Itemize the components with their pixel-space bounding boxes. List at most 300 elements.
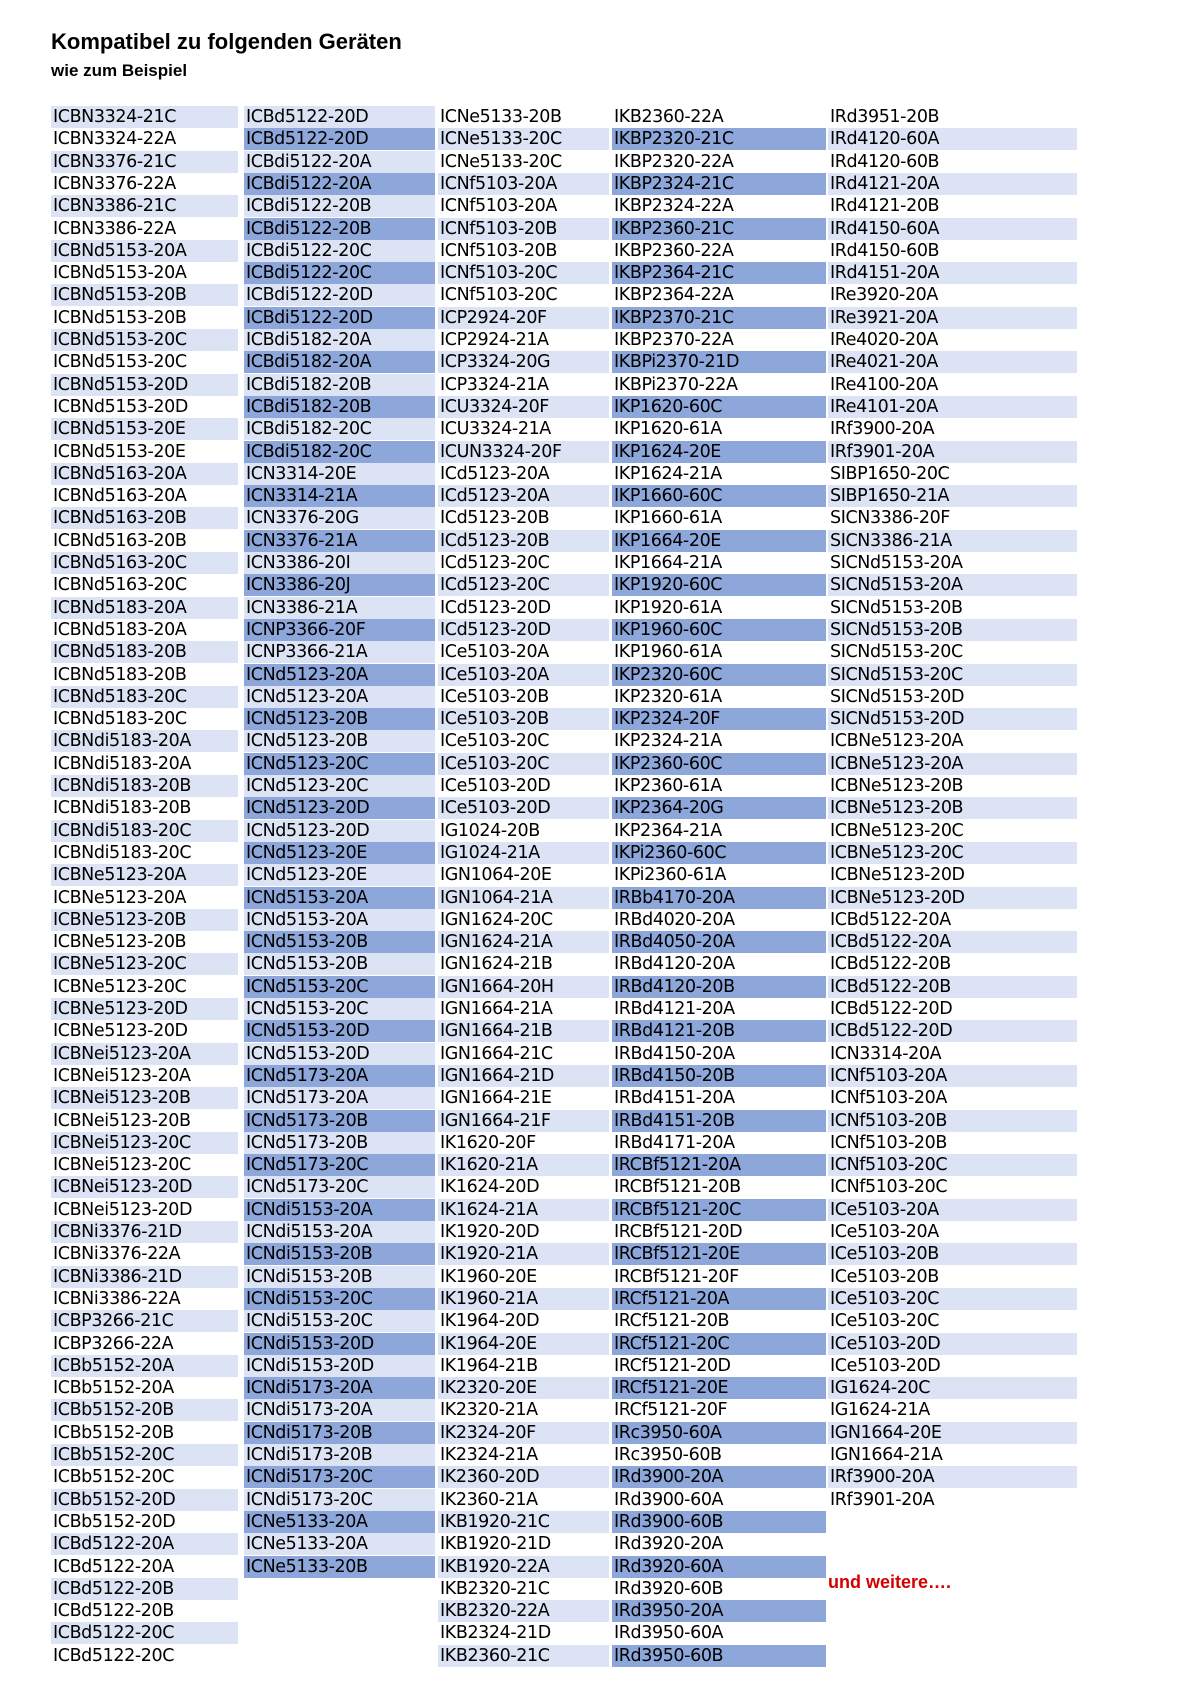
- model-number: ICBb5152-20D: [51, 1489, 238, 1511]
- model-number: ICBNe5123-20C: [53, 976, 187, 997]
- model-number: ICe5103-20B: [830, 1266, 939, 1287]
- model-number: IKPi2360-60C: [612, 842, 826, 864]
- model-number: ICBdi5182-20C: [244, 418, 435, 440]
- model-number: ICBNe5123-20A: [51, 864, 238, 886]
- model-number: ICBNdi5183-20B: [51, 775, 238, 797]
- model-number: ICNd5123-20D: [244, 797, 435, 819]
- model-number: ICBNei5123-20A: [53, 1065, 191, 1086]
- model-number: ICNd5153-20B: [244, 953, 435, 975]
- model-number: IK1624-20D: [440, 1177, 540, 1198]
- model-number: ICNf5103-20A: [438, 173, 609, 195]
- model-number: IK1964-20E: [438, 1333, 609, 1355]
- model-number: IRCBf5121-20E: [612, 1243, 826, 1265]
- model-number: ICd5123-20D: [438, 619, 609, 641]
- model-number: ICe5103-20A: [830, 1222, 939, 1242]
- model-number: ICBP3266-22A: [53, 1333, 174, 1354]
- model-number: ICBd5122-20A: [828, 931, 1077, 953]
- model-number: ICN3314-20A: [830, 1043, 942, 1064]
- model-number: ICNdi5153-20B: [244, 1266, 435, 1288]
- model-number: IRBd4151-20A: [614, 1088, 735, 1109]
- model-number: IRd3951-20B: [830, 107, 940, 127]
- model-number: ICe5103-20C: [828, 1288, 1077, 1310]
- model-number: ICNd5123-20E: [244, 842, 435, 864]
- model-number: IKBP2320-22A: [614, 151, 734, 172]
- model-number: ICBNe5123-20A: [830, 731, 964, 752]
- model-number: ICe5103-20B: [440, 686, 549, 707]
- model-number: ICd5123-20B: [438, 530, 609, 552]
- model-number: ICNdi5173-20B: [244, 1422, 435, 1444]
- model-number: ICNd5153-20C: [244, 998, 435, 1020]
- model-number: ICBNd5183-20B: [53, 664, 187, 685]
- model-number: ICBNd5153-20B: [53, 307, 187, 328]
- model-number: ICP2924-21A: [440, 330, 549, 350]
- model-number: IRe3920-20A: [830, 285, 938, 306]
- model-number: ICNf5103-20C: [828, 1154, 1077, 1176]
- model-number: IKB2360-21C: [438, 1645, 609, 1667]
- model-number: ICd5123-20C: [440, 553, 550, 573]
- model-number: IRBd4171-20A: [614, 1132, 735, 1153]
- model-number: ICNd5153-20A: [244, 909, 435, 931]
- model-number: ICN3386-20I: [244, 552, 435, 574]
- model-number: ICBNi3376-21D: [51, 1221, 238, 1243]
- model-number: ICBNd5153-20D: [51, 374, 238, 396]
- model-number: ICNe5133-20A: [244, 1511, 435, 1533]
- model-number: ICBNd5163-20C: [53, 575, 187, 596]
- model-column-5: [828, 106, 1077, 1666]
- model-number: ICBN3376-22A: [53, 173, 176, 194]
- model-number: IKP1624-20E: [612, 441, 826, 463]
- model-number: ICNd5123-20C: [244, 753, 435, 775]
- model-number: ICe5103-20D: [830, 1355, 941, 1376]
- model-number: IK1964-20D: [440, 1311, 540, 1332]
- model-number: ICNf5103-20C: [830, 1177, 948, 1198]
- model-number: IRCBf5121-20D: [614, 1222, 743, 1242]
- model-number: ICe5103-20A: [438, 664, 609, 686]
- model-number: ICBdi5182-20B: [244, 396, 435, 418]
- model-number: IKP1660-60C: [612, 485, 826, 507]
- model-number: ICBNi3386-21D: [51, 1266, 238, 1288]
- model-number: IRCBf5121-20B: [614, 1177, 741, 1198]
- model-number: ICBN3376-21C: [51, 151, 238, 173]
- model-number: ICe5103-20C: [440, 731, 550, 752]
- model-number: IKBPi2370-22A: [614, 374, 738, 395]
- model-number: ICNe5133-20C: [438, 128, 609, 150]
- model-number: ICNf5103-20C: [438, 262, 609, 284]
- model-number: IRBd4150-20A: [614, 1043, 735, 1064]
- model-number: IRd3920-60A: [612, 1556, 826, 1578]
- model-number: ICBb5152-20B: [51, 1399, 238, 1421]
- model-number: IGN1664-21B: [438, 1020, 609, 1042]
- model-number: IK2360-21A: [440, 1489, 538, 1510]
- model-number: ICUN3324-20F: [438, 441, 609, 463]
- model-number: ICBdi5122-20D: [244, 307, 435, 329]
- model-number: IG1624-20C: [828, 1377, 1077, 1399]
- model-number: ICNdi5173-20A: [244, 1377, 435, 1399]
- model-number: ICBdi5182-20A: [244, 329, 435, 351]
- model-number: ICNd5123-20C: [244, 775, 435, 797]
- model-number: ICBNd5163-20B: [51, 507, 238, 529]
- model-number: ICBdi5182-20C: [244, 441, 435, 463]
- model-number: IKP1660-61A: [614, 508, 722, 529]
- page-subtitle: wie zum Beispiel: [51, 61, 188, 80]
- model-number: ICU3324-20F: [438, 396, 609, 418]
- model-number: IKP2364-21A: [614, 820, 722, 841]
- model-number: ICNd5153-20A: [244, 887, 435, 909]
- model-number: ICBNe5123-20A: [53, 887, 187, 908]
- model-number: ICNd5173-20A: [244, 1065, 435, 1087]
- model-number: ICBNd5183-20A: [53, 619, 187, 640]
- model-number: ICBdi5122-20C: [244, 262, 435, 284]
- model-number: ICBNd5153-20D: [53, 396, 188, 417]
- model-number: SICNd5153-20A: [828, 574, 1077, 596]
- model-number: IRf3901-20A: [830, 1489, 935, 1510]
- model-number: IRd3920-20A: [614, 1534, 724, 1555]
- model-number: IRd3900-20A: [612, 1466, 826, 1488]
- model-number: ICNd5173-20A: [244, 1087, 435, 1109]
- model-number: IKBP2324-21C: [612, 173, 826, 195]
- model-number: IKBP2360-21C: [612, 218, 826, 240]
- model-number: ICBNe5123-20C: [830, 820, 964, 841]
- model-number: IKP2320-60C: [612, 664, 826, 686]
- model-number: ICBd5122-20A: [830, 909, 951, 930]
- model-number: IRCf5121-20C: [612, 1333, 826, 1355]
- model-number: IKP2324-20F: [612, 708, 826, 730]
- model-number: ICNd5123-20E: [244, 864, 435, 886]
- model-number: IG1024-20B: [440, 820, 540, 841]
- model-number: ICe5103-20A: [828, 1199, 1077, 1221]
- model-number: ICNf5103-20A: [828, 1065, 1077, 1087]
- model-number: ICBNi3386-22A: [53, 1288, 181, 1309]
- model-number: IKBP2364-22A: [614, 285, 734, 306]
- model-number: ICBdi5122-20C: [244, 240, 435, 262]
- model-number: IK2324-20F: [438, 1422, 609, 1444]
- model-number: ICd5123-20B: [440, 508, 550, 529]
- model-number: ICBNd5153-20B: [51, 284, 238, 306]
- model-number: IKB2320-21C: [440, 1578, 550, 1599]
- model-number: IRBd4151-20B: [612, 1110, 826, 1132]
- model-number: ICBNe5123-20D: [53, 1021, 188, 1042]
- model-number: ICNdi5153-20A: [244, 1199, 435, 1221]
- model-number: ICNdi5153-20A: [244, 1221, 435, 1243]
- model-number: ICe5103-20D: [440, 776, 551, 796]
- model-number: IRd4150-60B: [830, 240, 940, 261]
- model-number: IRd3920-60B: [614, 1578, 724, 1599]
- model-number: ICBd5122-20C: [53, 1645, 175, 1666]
- model-number: ICBdi5182-20A: [244, 351, 435, 373]
- model-number: ICBNd5163-20A: [51, 463, 238, 485]
- model-column-4: [612, 106, 826, 1666]
- model-number: IRd3900-60B: [612, 1511, 826, 1533]
- model-number: IK1620-20F: [440, 1132, 536, 1153]
- model-number: ICNf5103-20A: [830, 1088, 947, 1109]
- model-number: IK2324-21A: [440, 1445, 538, 1465]
- model-number: IK1920-21A: [438, 1243, 609, 1265]
- model-number: ICd5123-20D: [440, 597, 551, 618]
- model-number: ICBN3324-22A: [53, 129, 176, 150]
- model-number: ICBdi5122-20A: [244, 173, 435, 195]
- model-number: ICBd5122-20B: [830, 954, 951, 975]
- model-number: IGN1664-20H: [438, 976, 609, 998]
- model-number: IGN1624-21A: [438, 931, 609, 953]
- model-number: IRCf5121-20D: [614, 1355, 731, 1376]
- model-number: ICNdi5173-20B: [244, 1444, 435, 1466]
- model-number: ICBdi5122-20B: [244, 195, 435, 217]
- model-number: IK2320-21A: [440, 1400, 538, 1421]
- model-number: IGN1064-20E: [440, 865, 552, 886]
- model-number: IKBPi2370-21D: [612, 351, 826, 373]
- model-number: IRCBf5121-20F: [614, 1266, 739, 1287]
- model-number: ICBd5122-20D: [828, 1020, 1077, 1042]
- model-number: ICNf5103-20B: [438, 218, 609, 240]
- model-number: ICBdi5122-20D: [244, 284, 435, 306]
- model-number: IGN1664-21A: [440, 999, 553, 1019]
- model-number: SICNd5153-20C: [830, 642, 963, 663]
- model-number: IRBd4020-20A: [614, 909, 735, 930]
- model-number: ICBd5122-20D: [244, 128, 435, 150]
- model-number: SICN3386-20F: [830, 508, 950, 529]
- model-number: ICBP3266-21C: [51, 1310, 238, 1332]
- model-number: IGN1064-21A: [438, 887, 609, 909]
- model-number: IRd4121-20A: [828, 173, 1077, 195]
- model-number: ICBN3324-21C: [51, 106, 238, 128]
- model-number: SICNd5153-20B: [830, 597, 963, 618]
- model-number: IRd3950-20A: [612, 1600, 826, 1622]
- model-number: ICNP3366-21A: [244, 641, 435, 663]
- model-number: IK1620-21A: [438, 1154, 609, 1176]
- model-number: ICBd5122-20B: [51, 1578, 238, 1600]
- model-number: ICBd5122-20B: [828, 976, 1077, 998]
- model-number: IKP1920-60C: [612, 574, 826, 596]
- model-number: IKP2360-60C: [612, 753, 826, 775]
- model-number: ICBb5152-20C: [51, 1444, 238, 1466]
- model-number: SICNd5153-20D: [828, 708, 1077, 730]
- model-number: ICBd5122-20A: [51, 1533, 238, 1555]
- model-number: IRf3901-20A: [828, 441, 1077, 463]
- model-number: IRf3900-20A: [830, 419, 935, 440]
- model-number: ICBd5122-20A: [53, 1556, 174, 1577]
- model-number: IK1920-20D: [440, 1222, 540, 1242]
- model-number: IRe4021-20A: [828, 351, 1077, 373]
- model-number: ICNf5103-20A: [440, 196, 557, 217]
- model-number: SIBP1650-21A: [828, 485, 1077, 507]
- model-number: IRBd4120-20A: [614, 954, 735, 975]
- model-number: IKB1920-21C: [438, 1511, 609, 1533]
- model-number: IKP1960-61A: [614, 642, 722, 663]
- model-column-3: [438, 106, 609, 1666]
- model-column-2: [244, 106, 435, 1666]
- model-number: ICNP3366-20F: [244, 619, 435, 641]
- model-number: ICN3314-21A: [244, 485, 435, 507]
- model-number: IKP2360-61A: [614, 776, 722, 796]
- model-number: IGN1624-20C: [440, 909, 553, 930]
- model-number: IGN1664-21D: [438, 1065, 609, 1087]
- model-number: IKB2360-22A: [614, 107, 724, 127]
- model-number: ICNd5153-20B: [244, 931, 435, 953]
- model-number: IKP1960-60C: [612, 619, 826, 641]
- model-number: ICNe5133-20B: [440, 107, 562, 127]
- model-number: ICBd5122-20C: [51, 1622, 238, 1644]
- model-number: IG1624-21A: [830, 1400, 930, 1421]
- model-number: IRCf5121-20B: [614, 1311, 730, 1332]
- model-number: ICBNdi5183-20A: [51, 730, 238, 752]
- model-number: IRe4020-20A: [830, 330, 938, 350]
- model-number: IKBP2324-22A: [614, 196, 734, 217]
- model-number: IRCf5121-20A: [612, 1288, 826, 1310]
- model-number: ICNdi5153-20B: [244, 1243, 435, 1265]
- model-number: ICd5123-20A: [438, 485, 609, 507]
- model-number: IKBP2364-21C: [612, 262, 826, 284]
- model-number: ICBb5152-20A: [51, 1355, 238, 1377]
- model-number: IRBb4170-20A: [612, 887, 826, 909]
- model-number: ICBb5152-20C: [53, 1467, 175, 1488]
- model-number: ICP2924-20F: [438, 307, 609, 329]
- model-number: ICBNd5183-20C: [51, 686, 238, 708]
- model-number: SICNd5153-20B: [828, 619, 1077, 641]
- model-number: ICBNd5183-20C: [53, 709, 187, 730]
- model-number: ICN3386-20J: [244, 574, 435, 596]
- model-number: IRd3950-60B: [612, 1645, 826, 1667]
- model-number: ICBN3386-21C: [51, 195, 238, 217]
- model-number: IKP1920-61A: [614, 597, 722, 618]
- model-number: ICBNd5153-20E: [53, 441, 186, 462]
- model-number: ICNdi5153-20D: [244, 1355, 435, 1377]
- model-number: ICBNd5153-20E: [51, 418, 238, 440]
- model-number: IKP2364-20G: [612, 797, 826, 819]
- model-number: ICNd5123-20D: [244, 820, 435, 842]
- model-number: ICBNd5153-20A: [53, 263, 187, 284]
- model-number: ICe5103-20D: [828, 1333, 1077, 1355]
- model-number: IKBP2360-22A: [614, 240, 734, 261]
- model-number: IKP1664-21A: [614, 553, 722, 573]
- model-number: ICBNei5123-20B: [53, 1110, 191, 1131]
- model-number: ICBNd5163-20C: [51, 552, 238, 574]
- model-number: IKB1920-22A: [438, 1556, 609, 1578]
- model-number: ICBNe5123-20B: [51, 909, 238, 931]
- model-number: IGN1664-20E: [828, 1422, 1077, 1444]
- model-number: IRf3900-20A: [828, 1466, 1077, 1488]
- model-number: IRe4101-20A: [828, 396, 1077, 418]
- model-number: ICBNei5123-20D: [53, 1199, 193, 1220]
- model-number: ICNf5103-20B: [830, 1132, 947, 1153]
- model-number: ICNdi5153-20C: [244, 1288, 435, 1310]
- model-number: ICNd5153-20D: [244, 1020, 435, 1042]
- model-column-1: [51, 106, 238, 1666]
- model-number: IRCBf5121-20C: [612, 1199, 826, 1221]
- model-number: IKP1620-60C: [612, 396, 826, 418]
- model-number: ICNd5173-20B: [244, 1110, 435, 1132]
- model-number: ICBNe5123-20C: [51, 953, 238, 975]
- model-number: IKBP2320-21C: [612, 128, 826, 150]
- model-number: ICBNd5153-20A: [51, 240, 238, 262]
- model-number: IK2360-20D: [438, 1466, 609, 1488]
- model-number: ICNdi5153-20D: [244, 1333, 435, 1355]
- model-number: IK2320-20E: [438, 1377, 609, 1399]
- model-number: ICBd5122-20D: [244, 106, 435, 128]
- model-number: ICBNe5123-20B: [53, 932, 187, 953]
- model-number: ICe5103-20B: [828, 1243, 1077, 1265]
- model-number: IKP1624-21A: [614, 463, 722, 484]
- model-number: ICN3376-20G: [244, 507, 435, 529]
- model-number: IKPi2360-61A: [614, 865, 726, 886]
- model-number: ICe5103-20C: [438, 753, 609, 775]
- model-number: ICNd5173-20C: [244, 1176, 435, 1198]
- model-number: IK1624-21A: [438, 1199, 609, 1221]
- model-number: ICBNdi5183-20C: [53, 842, 192, 863]
- model-number: ICBNd5153-20C: [53, 352, 187, 373]
- model-number: IKP1664-20E: [612, 530, 826, 552]
- model-number: ICd5123-20C: [438, 574, 609, 596]
- model-number: ICNdi5173-20A: [244, 1399, 435, 1421]
- model-number: ICBdi5122-20A: [244, 151, 435, 173]
- model-number: ICP3324-20G: [438, 351, 609, 373]
- model-number: ICBNi3376-22A: [53, 1244, 181, 1265]
- model-number: ICN3376-21A: [244, 530, 435, 552]
- model-number: IKP1620-61A: [614, 419, 722, 440]
- model-number: IKB1920-21D: [440, 1534, 551, 1555]
- model-number: ICBNdi5183-20C: [51, 820, 238, 842]
- model-number: IRCf5121-20F: [614, 1400, 728, 1421]
- model-number: ICBNei5123-20A: [51, 1043, 238, 1065]
- model-number: ICe5103-20C: [830, 1311, 940, 1332]
- model-number: ICBNdi5183-20A: [53, 753, 191, 774]
- model-number: ICNe5133-20B: [244, 1556, 435, 1578]
- model-number: ICN3314-20E: [244, 463, 435, 485]
- model-number: SICNd5153-20D: [830, 686, 965, 707]
- model-number: ICBdi5122-20B: [244, 218, 435, 240]
- model-number: ICBNei5123-20D: [51, 1176, 238, 1198]
- model-number: IKB2320-22A: [438, 1600, 609, 1622]
- model-number: ICBNei5123-20B: [51, 1087, 238, 1109]
- model-number: ICBNe5123-20A: [828, 753, 1077, 775]
- model-number: ICNd5123-20B: [244, 708, 435, 730]
- model-number: IRd3900-60A: [614, 1489, 724, 1510]
- model-number: ICd5123-20A: [440, 463, 550, 484]
- model-number: IRBd4121-20B: [612, 1020, 826, 1042]
- model-number: ICU3324-21A: [440, 419, 551, 440]
- model-number: IRCf5121-20E: [612, 1377, 826, 1399]
- model-number: ICP3324-21A: [440, 374, 549, 395]
- model-number: ICBNe5123-20D: [830, 865, 965, 886]
- model-number: ICBNe5123-20D: [51, 998, 238, 1020]
- model-number: ICBNe5123-20B: [828, 797, 1077, 819]
- model-number: IRBd4150-20B: [612, 1065, 826, 1087]
- model-number: IRd4151-20A: [828, 262, 1077, 284]
- model-number: ICBN3386-22A: [53, 218, 176, 239]
- model-number: ICNf5103-20B: [440, 240, 557, 261]
- model-number: ICBNd5183-20A: [51, 597, 238, 619]
- model-number: IRc3950-60B: [614, 1445, 722, 1465]
- model-number: ICNd5173-20B: [244, 1132, 435, 1154]
- model-number: ICBNe5123-20C: [828, 842, 1077, 864]
- model-number: ICBNei5123-20C: [53, 1155, 191, 1176]
- model-number: IGN1664-21A: [830, 1445, 943, 1465]
- model-number: SICN3386-21A: [828, 530, 1077, 552]
- model-number: ICBNd5183-20B: [51, 641, 238, 663]
- model-number: ICBb5152-20A: [53, 1378, 174, 1399]
- model-number: SIBP1650-20C: [830, 463, 950, 484]
- model-number: IK1960-21A: [438, 1288, 609, 1310]
- model-number: IRd4120-60A: [828, 128, 1077, 150]
- model-number: SICNd5153-20C: [828, 664, 1077, 686]
- model-number: IRd4150-60A: [828, 218, 1077, 240]
- model-number: ICBNd5163-20B: [53, 530, 187, 551]
- model-number: ICBb5152-20D: [53, 1511, 176, 1532]
- model-number: ICe5103-20B: [438, 708, 609, 730]
- model-number: ICBb5152-20B: [53, 1422, 174, 1443]
- model-number: ICN3386-21A: [244, 597, 435, 619]
- model-number: IRBd4050-20A: [612, 931, 826, 953]
- model-number: IRCBf5121-20A: [612, 1154, 826, 1176]
